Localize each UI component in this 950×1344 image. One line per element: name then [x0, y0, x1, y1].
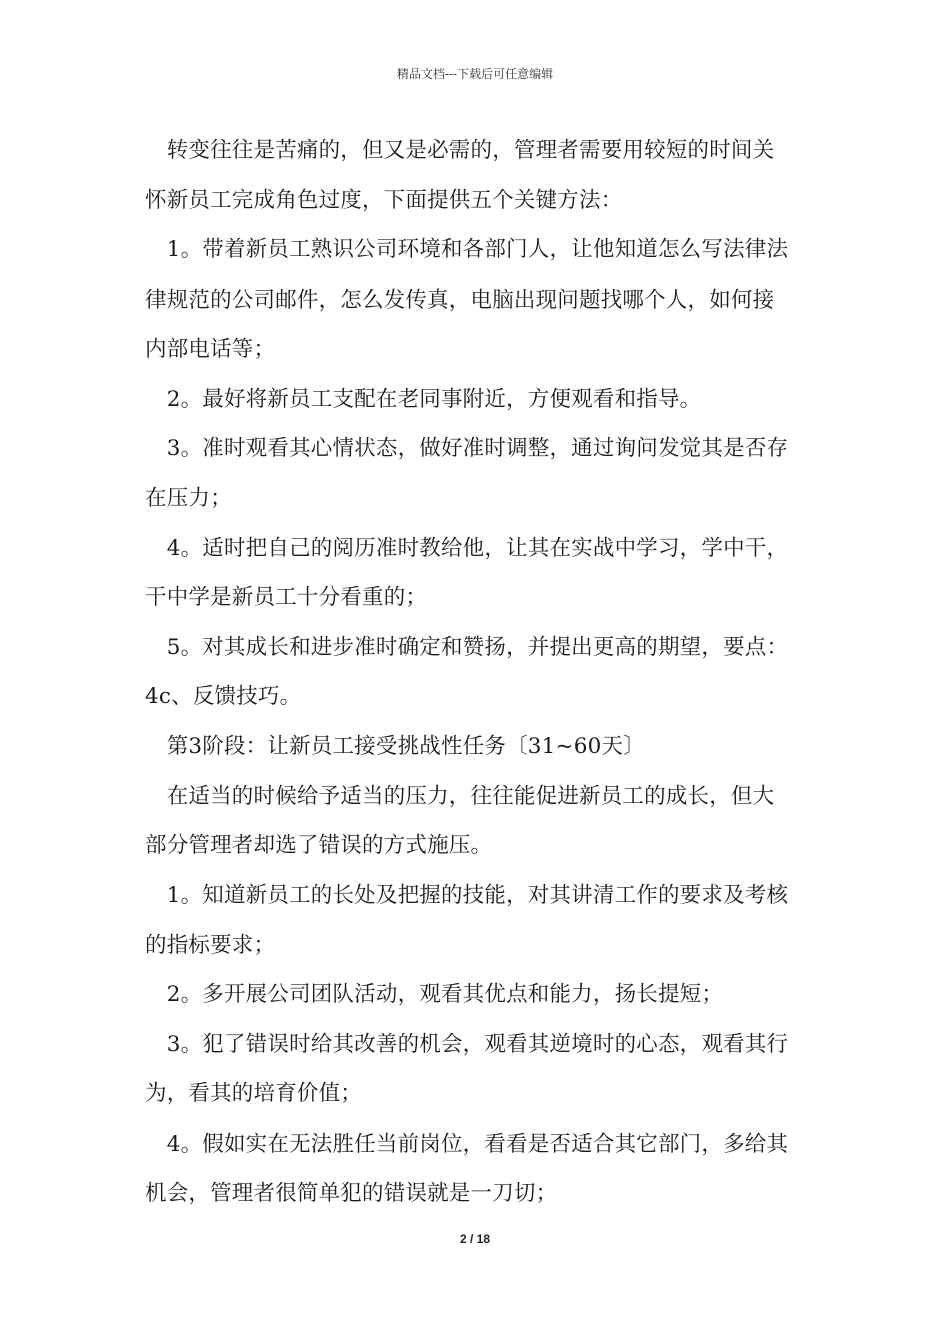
text-line: 的指标要求； [145, 933, 276, 958]
text-line: 机会，管理者很简单犯的错误就是一刀切； [145, 1181, 558, 1206]
text-line: 为，看其的培育价值； [145, 1081, 363, 1106]
text-line: 转变往往是苦痛的，但又是必需的，管理者需要用较短的时间关 [145, 138, 775, 163]
text-line: 1。带着新员工熟识公司环境和各部门人，让他知道怎么写法律法 [145, 237, 789, 262]
text-line: 1。知道新员工的长处及把握的技能，对其讲清工作的要求及考核 [145, 883, 789, 908]
text-line: 3。犯了错误时给其改善的机会，观看其逆境时的心态，观看其行 [145, 1032, 789, 1057]
text-line: 在适当的时候给予适当的压力，往往能促进新员工的成长，但大 [145, 784, 775, 809]
text-line: 在压力； [145, 486, 232, 511]
text-line: 4。假如实在无法胜任当前岗位，看看是否适合其它部门，多给其 [145, 1132, 789, 1157]
text-line: 2。多开展公司团队活动，观看其优点和能力，扬长提短； [145, 982, 724, 1007]
text-line: 内部电话等； [145, 337, 276, 362]
text-line: 3。准时观看其心情状态，做好准时调整，通过询问发觉其是否存 [145, 436, 789, 461]
text-line: 律规范的公司邮件，怎么发传真，电脑出现问题找哪个人，如何接 [145, 288, 775, 313]
text-line: 怀新员工完成角色过度，下面提供五个关键方法： [145, 188, 623, 213]
page-header: 精品文档---下载后可任意编辑 [396, 67, 554, 81]
text-line: 4c、反馈技巧。 [145, 684, 302, 709]
text-line: 5。对其成长和进步准时确定和赞扬，并提出更高的期望，要点： [145, 635, 789, 660]
text-line: 干中学是新员工十分看重的； [145, 585, 428, 610]
section-heading: 第3阶段：让新员工接受挑战性任务〔31~60天〕 [145, 734, 645, 759]
text-line: 部分管理者却选了错误的方式施压。 [145, 833, 493, 858]
text-line: 2。最好将新员工支配在老同事附近，方便观看和指导。 [145, 387, 702, 412]
text-line: 4。适时把自己的阅历准时教给他，让其在实战中学习，学中干， [145, 536, 789, 561]
page-number: 2 / 18 [459, 1232, 491, 1246]
